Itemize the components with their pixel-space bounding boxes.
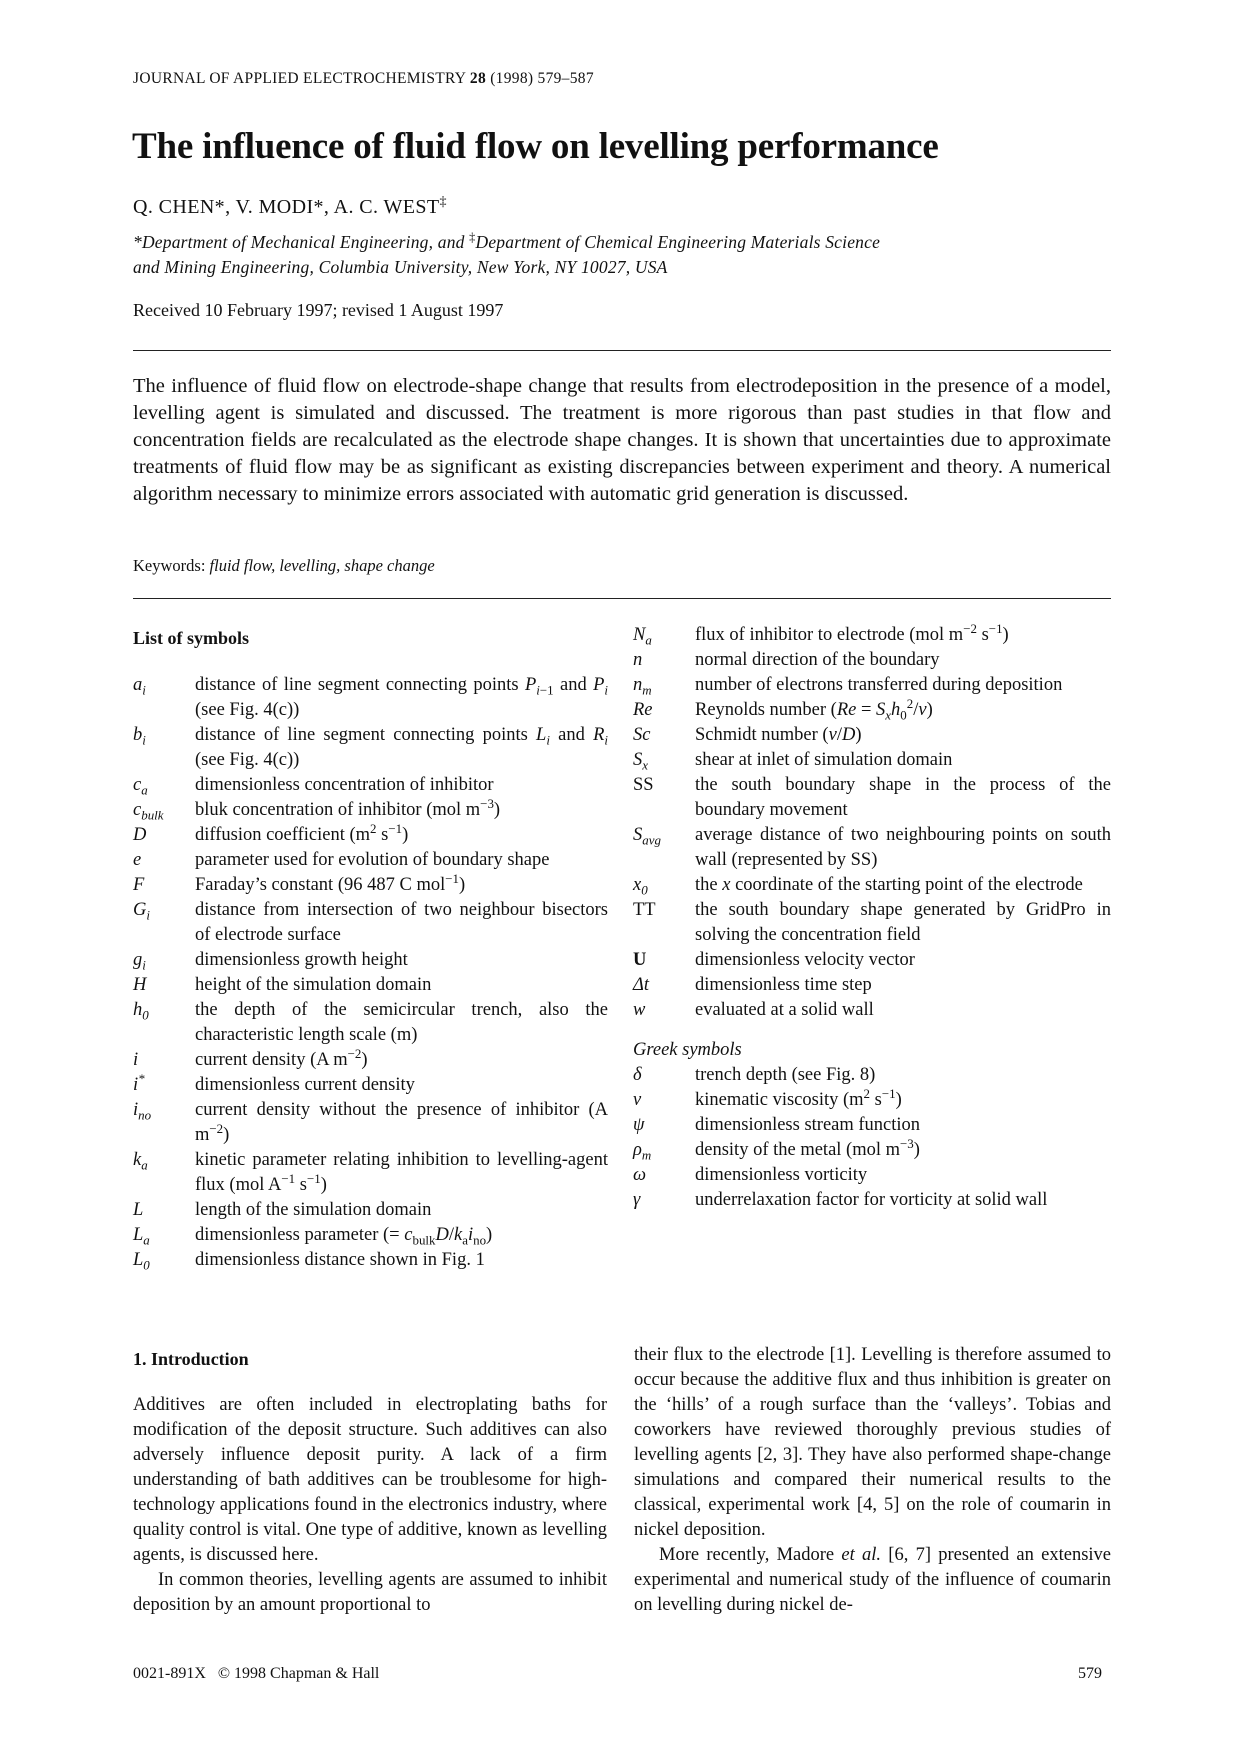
symbol-definition: distance of line segment connecting points $L_i$ and $R_i$ (see Fig. 4(c)) xyxy=(195,725,608,770)
affiliations xyxy=(133,230,880,280)
symbol-definition: current density without the presence of inhibitor (A $m^{-2}$) xyxy=(195,1100,608,1145)
symbol-definition: the south boundary shape generated by GridPro in solving the concentration field xyxy=(695,900,1111,945)
symbol: $N_a$ xyxy=(633,625,652,648)
symbol-definition: kinetic parameter relating inhibition to levelling-agent flux (mol $A^{-1}$ $s^{-1}$) xyxy=(195,1150,608,1195)
greek-symbols-heading: Greek symbols xyxy=(633,1040,742,1060)
symbol-definition: Faraday’s constant (96 487 C mol$^{-1}$) xyxy=(195,870,466,895)
symbol: δ xyxy=(633,1065,642,1085)
symbol: e xyxy=(133,850,142,870)
symbol-row xyxy=(633,998,1111,1023)
symbol: $S_{avg}$ xyxy=(633,825,661,848)
authors xyxy=(133,196,447,219)
keywords xyxy=(133,556,435,576)
symbols-divider xyxy=(133,598,1111,599)
symbol-definition: dimensionless concentration of inhibitor xyxy=(195,775,494,795)
symbol: γ xyxy=(633,1190,641,1210)
paper-title: The influence of fluid flow on levelling performance xyxy=(132,126,939,167)
symbol: TT xyxy=(633,900,656,920)
symbol-definition: length of the simulation domain xyxy=(195,1200,432,1220)
symbol-row xyxy=(133,998,608,1048)
symbol-definition: dimensionless stream function xyxy=(695,1115,921,1135)
symbol: F xyxy=(133,875,145,895)
symbol-definition: dimensionless time step xyxy=(695,975,872,995)
symbol-row xyxy=(633,973,1111,998)
symbol: $S_x$ xyxy=(633,750,648,773)
symbol-definition: dimensionless growth height xyxy=(195,950,408,970)
symbol: U xyxy=(633,950,647,970)
symbol-definition: the south boundary shape in the process of the boundary movement xyxy=(695,775,1111,820)
symbol-definition: parameter used for evolution of boundary shape xyxy=(195,850,550,870)
symbol-definition: current density (A $m^{-2}$) xyxy=(195,1045,368,1070)
symbol-row xyxy=(133,1045,608,1073)
symbol-row xyxy=(133,673,608,723)
symbol-row xyxy=(633,898,1111,948)
intro-column-left xyxy=(133,1393,607,1618)
abstract: The influence of fluid flow on electrode-shape change that results from electrodeposition in the presence of a model, levelling agent is simulated and discussed. The treatment is more rigorous than past studies in that flow and concentration fields are recalculated as the electrode shape changes. It is shown that uncertainties due to approximate treatments of fluid flow may be as significant as existing discrepancies between experiment and theory. A numerical algorithm necessary to minimize errors associated with automatic grid generation is discussed. xyxy=(133,375,1111,505)
symbol-definition: trench depth (see Fig. 8) xyxy=(695,1065,876,1085)
symbol-row xyxy=(133,898,608,948)
affiliation-mark: ‡ xyxy=(469,230,476,245)
symbol-row xyxy=(633,1085,1111,1113)
journal-name: JOURNAL OF APPLIED ELECTROCHEMISTRY xyxy=(133,70,466,87)
symbol-definition: normal direction of the boundary xyxy=(695,650,940,670)
symbol: v xyxy=(633,1090,642,1110)
author-mark: ‡ xyxy=(439,194,447,210)
symbol-definition: shear at inlet of simulation domain xyxy=(695,750,953,770)
symbol-row xyxy=(133,1148,608,1198)
symbol-definition: dimensionless vorticity xyxy=(695,1165,868,1185)
symbol-row xyxy=(133,1248,608,1273)
symbols-list-right xyxy=(633,620,1111,1213)
symbol-row xyxy=(633,620,1111,648)
symbol-row xyxy=(633,1113,1111,1138)
symbol: i xyxy=(133,1050,139,1070)
symbol-row xyxy=(133,773,608,798)
symbol-definition: the depth of the semicircular trench, also the characteristic length scale (m) xyxy=(195,1000,608,1045)
symbol: w xyxy=(633,1000,646,1020)
symbol-definition: number of electrons transferred during deposition xyxy=(695,675,1063,695)
symbol-row xyxy=(633,1188,1111,1213)
symbol-row xyxy=(133,973,608,998)
page-number: 579 xyxy=(1078,1665,1102,1682)
symbol: Re xyxy=(633,700,653,720)
intro-column-right xyxy=(634,1343,1111,1618)
affiliation-1: *Department of Mechanical Engineering, and xyxy=(133,232,470,252)
symbol: $G_i$ xyxy=(133,900,150,923)
symbol: $i_{no}$ xyxy=(133,1100,152,1123)
symbol-row xyxy=(633,748,1111,773)
symbol: ω xyxy=(633,1165,647,1185)
footer-copyright-text: © 1998 Chapman & Hall xyxy=(217,1665,380,1682)
symbol-definition: the x coordinate of the starting point of the electrode xyxy=(695,875,1083,895)
symbol-definition: average distance of two neighbouring points on south wall (represented by SS) xyxy=(695,825,1111,870)
symbol: $n_m$ xyxy=(633,675,652,698)
symbol-row xyxy=(133,723,608,773)
journal-year-pages: (1998) 579–587 xyxy=(490,70,594,87)
symbol-row xyxy=(133,870,608,898)
footer-issn: 0021-891X xyxy=(133,1665,206,1682)
symbol: $h_0$ xyxy=(133,1000,149,1023)
symbol-row xyxy=(633,648,1111,673)
symbol: SS xyxy=(633,775,654,795)
symbol-row xyxy=(133,795,608,823)
symbol: $L_a$ xyxy=(133,1225,150,1248)
symbol-row xyxy=(133,1198,608,1223)
symbol-row xyxy=(633,1063,1111,1088)
symbol-row xyxy=(633,823,1111,873)
symbols-gap xyxy=(633,1023,1111,1038)
symbols-list-left xyxy=(133,673,608,1273)
intro-paragraph-3: their flux to the electrode [1]. Levelling is therefore assumed to occur because the additive flux and thus inhibition is greater on the ‘hills’ of a rough surface than the ‘valleys’. Tobias and coworkers have reviewed thoroughly previous studies of levelling agents [2, 3]. They have also performed shape-change simulations and compared their numerical results to the classical, experimental work [4, 5] on the role of coumarin in nickel deposition. xyxy=(634,1345,1111,1540)
author-names: Q. CHEN*, V. MODI*, A. C. WEST xyxy=(133,196,440,218)
symbol-row xyxy=(133,1070,608,1098)
symbol: n xyxy=(633,650,643,670)
symbol: $g_i$ xyxy=(133,950,146,973)
symbol-row xyxy=(133,1098,608,1148)
symbol-definition: dimensionless velocity vector xyxy=(695,950,915,970)
symbol-row xyxy=(633,948,1111,973)
symbol-definition: density of the metal (mol $m^{-3}$) xyxy=(695,1135,920,1160)
symbol-definition: bluk concentration of inhibitor (mol $m^{-3}$) xyxy=(195,795,501,820)
footer-copyright xyxy=(133,1665,379,1683)
symbol-definition: height of the simulation domain xyxy=(195,975,432,995)
symbol: $\rho_m$ xyxy=(633,1140,652,1163)
symbol-row xyxy=(633,723,1111,748)
received-date: Received 10 February 1997; revised 1 August 1997 xyxy=(133,300,504,320)
intro-paragraph-2: In common theories, levelling agents are assumed to inhibit deposition by an amount proportional to xyxy=(133,1570,607,1615)
keywords-list: fluid flow, levelling, shape change xyxy=(209,556,435,575)
symbol-definition: Schmidt number (v/D) xyxy=(695,725,862,745)
symbol-definition: flux of inhibitor to electrode (mol $m^{-2}$ $s^{-1}$) xyxy=(695,620,1009,645)
symbol-definition: dimensionless parameter (= $c_{bulk}D/k_ai_{no}$) xyxy=(195,1225,493,1248)
symbol-definition: evaluated at a solid wall xyxy=(695,1000,874,1020)
symbol-row xyxy=(133,820,608,848)
symbol: $x_0$ xyxy=(633,875,648,898)
affiliation-3: and Mining Engineering, Columbia University, New York, NY 10027, USA xyxy=(133,257,668,277)
symbol-definition: dimensionless distance shown in Fig. 1 xyxy=(195,1250,485,1270)
intro-paragraph-4: More recently, Madore et al. [6, 7] presented an extensive experimental and numerical study of the influence of coumarin on levelling during nickel de- xyxy=(634,1545,1111,1615)
keywords-label: Keywords: xyxy=(133,556,210,575)
symbol-definition: Reynolds number $(Re = S_xh_0^2/v)$ xyxy=(695,695,933,723)
symbol: i* xyxy=(133,1070,145,1095)
top-divider xyxy=(133,350,1111,351)
affiliation-2: Department of Chemical Engineering Materials Science xyxy=(475,232,881,252)
journal-header xyxy=(133,70,594,88)
symbol-definition: distance from intersection of two neighbour bisectors of electrode surface xyxy=(195,900,608,945)
section-heading-introduction: 1. Introduction xyxy=(133,1349,249,1369)
symbol: $a_i$ xyxy=(133,675,146,698)
symbol-definition: underrelaxation factor for vorticity at solid wall xyxy=(695,1190,1048,1210)
symbol-row xyxy=(633,873,1111,898)
symbol-definition: kinematic viscosity ($m^2$ $s^{-1}$) xyxy=(695,1085,902,1110)
symbol: $c_{bulk}$ xyxy=(133,800,164,823)
intro-paragraph-1: Additives are often included in electroplating baths for modification of the deposit structure. Such additives can also adversely influence deposit purity. A lack of a firm understanding of bath additives can be troublesome for high-technology applications found in the electronics industry, where quality control is vital. One type of additive, known as levelling agents, is discussed here. xyxy=(133,1395,607,1565)
symbol-row xyxy=(633,695,1111,723)
symbol-row xyxy=(633,1135,1111,1163)
symbols-heading: List of symbols xyxy=(133,628,250,648)
symbol: Sc xyxy=(633,725,651,745)
symbol: ψ xyxy=(633,1115,645,1135)
symbol-row xyxy=(133,1223,608,1248)
symbol: D xyxy=(133,825,147,845)
symbol-definition: dimensionless current density xyxy=(195,1075,415,1095)
symbol: L xyxy=(133,1200,144,1220)
symbol: H xyxy=(133,975,147,995)
symbol-definition: diffusion coefficient ($m^2$ $s^{-1}$) xyxy=(195,820,409,845)
symbol-row xyxy=(633,673,1111,698)
symbol: $b_i$ xyxy=(133,725,146,748)
symbol: $L_0$ xyxy=(133,1250,150,1273)
symbol-row xyxy=(633,1163,1111,1188)
symbol: Δt xyxy=(633,975,649,995)
symbol-definition: distance of line segment connecting points $P_{i-1}$ and $P_i$ (see Fig. 4(c)) xyxy=(195,675,608,720)
symbol: $c_a$ xyxy=(133,775,148,798)
symbol-row xyxy=(133,848,608,873)
symbol: $k_a$ xyxy=(133,1150,148,1173)
journal-volume: 28 xyxy=(469,70,487,87)
symbol-row xyxy=(133,948,608,973)
symbol-row xyxy=(633,773,1111,823)
